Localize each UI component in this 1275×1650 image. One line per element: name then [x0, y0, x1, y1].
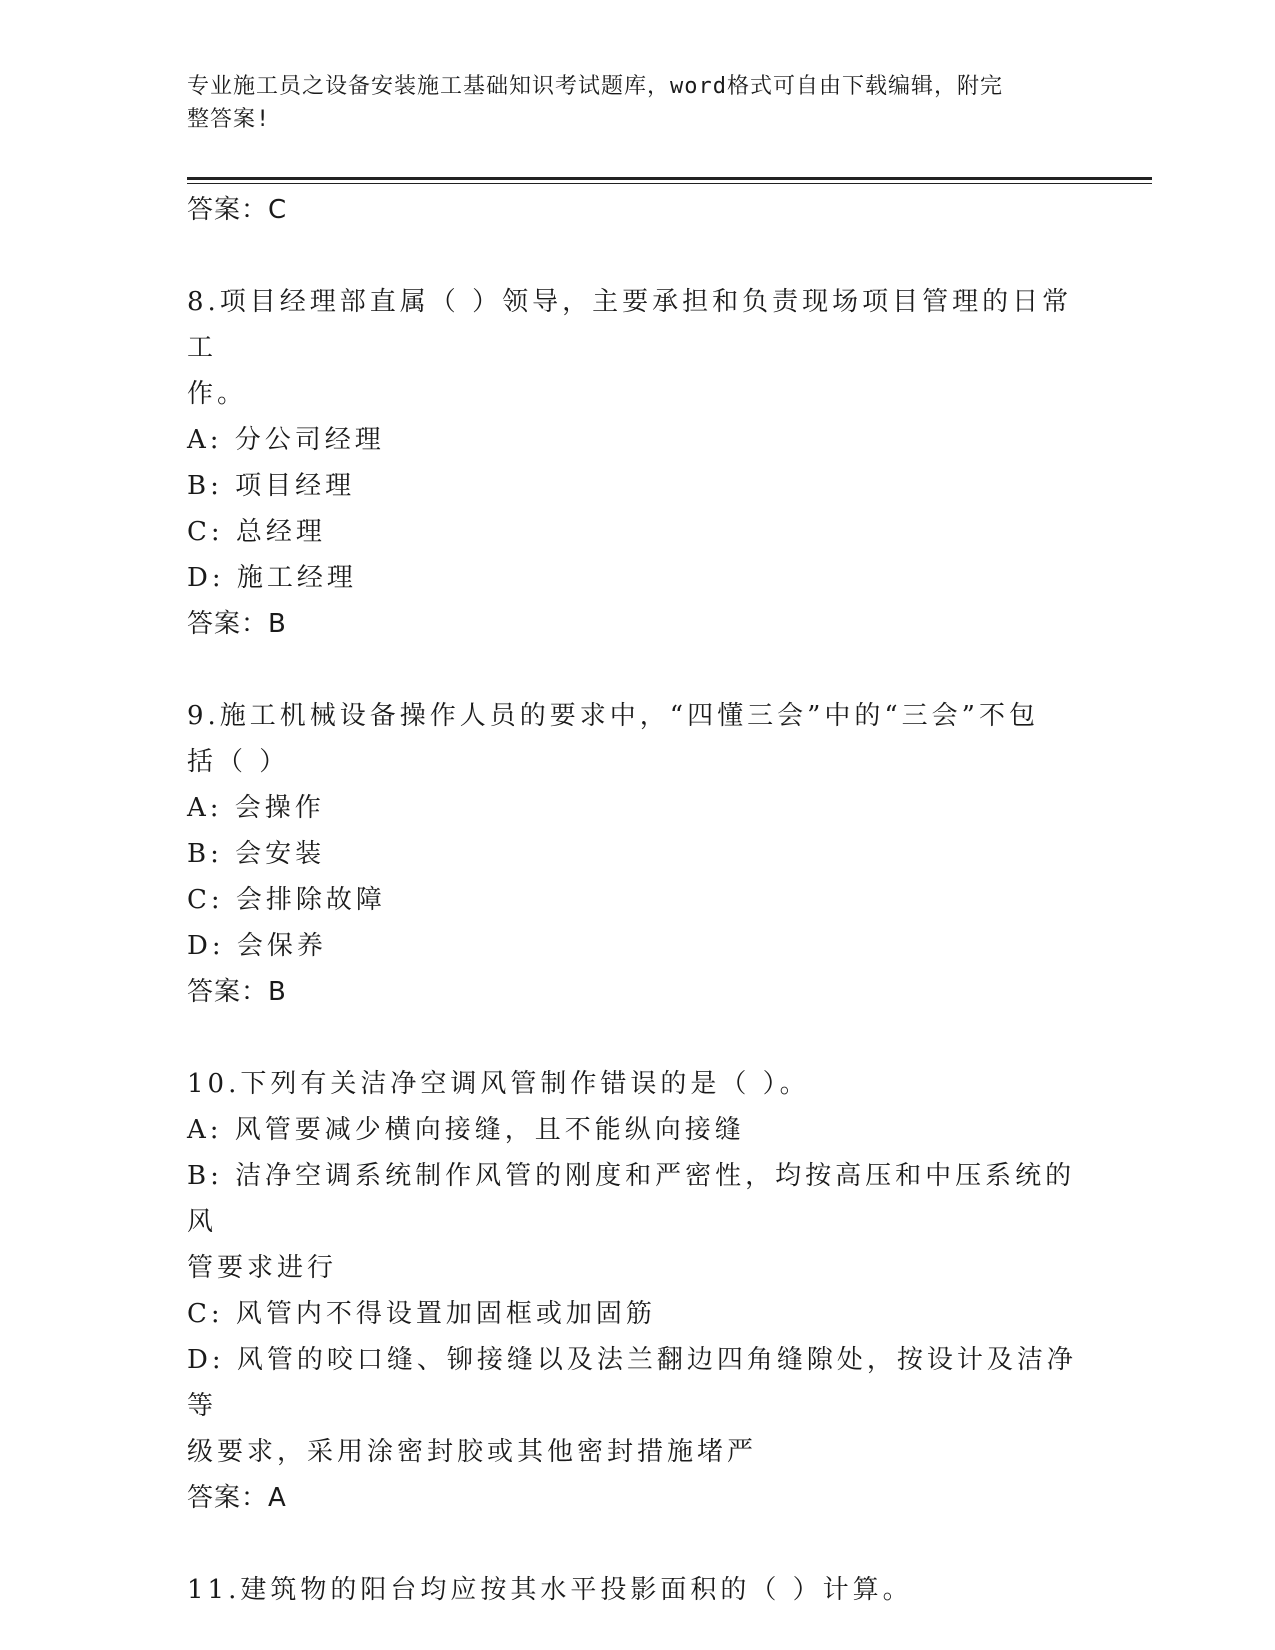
answer-q7: 答案：C	[187, 195, 288, 225]
question-10-option-d-line-1: D: 风管的咬口缝、铆接缝以及法兰翻边四角缝隙处，按设计及洁净等	[187, 1345, 1077, 1421]
question-9	[187, 693, 1087, 1015]
question-9-option-d: D: 会保养	[187, 931, 327, 961]
question-11-text: 11.建筑物的阳台均应按其水平投影面积的（ ）计算。	[187, 1575, 913, 1605]
answer-q9: 答案：B	[187, 977, 287, 1007]
question-9-text-line-2: 括（ ）	[187, 747, 290, 777]
question-10-option-c: C: 风管内不得设置加固框或加固筋	[187, 1299, 656, 1329]
header-rule-thin	[187, 183, 1152, 184]
question-10-option-b-line-2: 管要求进行	[187, 1253, 338, 1283]
question-10-option-b-line-1: B: 洁净空调系统制作风管的刚度和严密性，均按高压和中压系统的风	[187, 1161, 1076, 1237]
question-10-text: 10.下列有关洁净空调风管制作错误的是（ ）。	[187, 1069, 810, 1099]
answer-q8: 答案：B	[187, 609, 287, 639]
question-8-text-line-2: 作。	[187, 379, 248, 409]
question-9-option-a: A: 会操作	[187, 793, 325, 823]
question-9-option-c: C: 会排除故障	[187, 885, 386, 915]
question-8-option-a: A: 分公司经理	[187, 425, 385, 455]
question-9-option-b: B: 会安装	[187, 839, 326, 869]
question-9-text-line-1: 9.施工机械设备操作人员的要求中，“四懂三会”中的“三会”不包	[187, 701, 1039, 731]
question-8-option-d: D: 施工经理	[187, 563, 357, 593]
question-10-option-a: A: 风管要减少横向接缝，且不能纵向接缝	[187, 1115, 745, 1145]
question-8-option-b: B: 项目经理	[187, 471, 356, 501]
question-10-option-d-line-2: 级要求，采用涂密封胶或其他密封措施堵严	[187, 1437, 758, 1467]
header-line-1: 专业施工员之设备安装施工基础知识考试题库，word格式可自由下载编辑，附完	[187, 74, 1003, 99]
document-header	[187, 70, 1087, 136]
answer-q10: 答案：A	[187, 1483, 287, 1513]
spacer	[187, 647, 1087, 693]
question-list	[187, 187, 1087, 1613]
spacer	[187, 1015, 1087, 1061]
question-8-text-line-1: 8.项目经理部直属（ ）领导，主要承担和负责现场项目管理的日常工	[187, 287, 1073, 363]
question-11	[187, 1567, 1087, 1613]
question-8-option-c: C: 总经理	[187, 517, 326, 547]
question-8	[187, 279, 1087, 647]
spacer	[187, 233, 1087, 279]
question-10	[187, 1061, 1087, 1521]
spacer	[187, 1521, 1087, 1567]
header-rule-thick	[187, 177, 1152, 180]
header-line-2: 整答案!	[187, 107, 271, 132]
